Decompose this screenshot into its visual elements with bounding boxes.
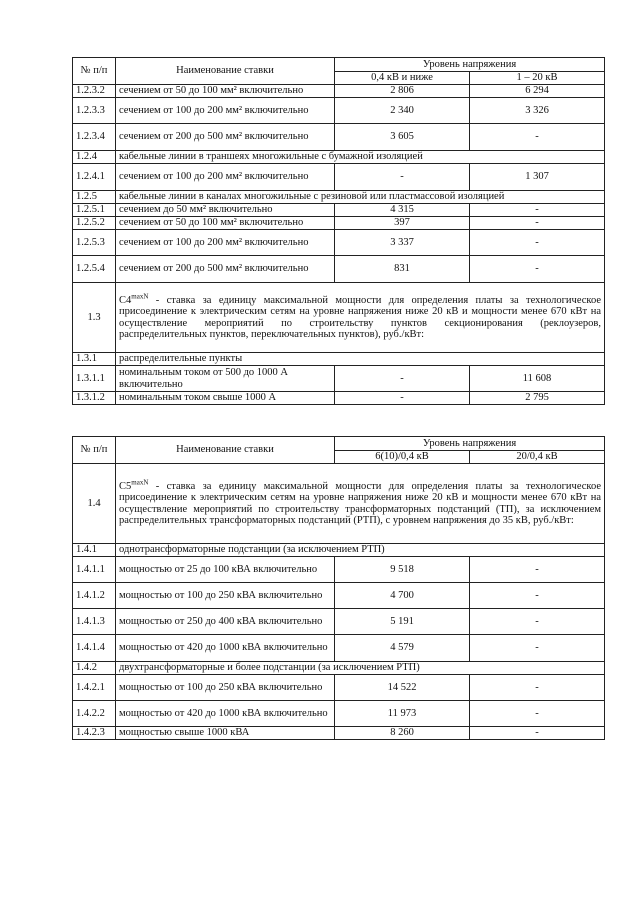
- header-col-b: 1 – 20 кВ: [470, 72, 605, 85]
- row-num: 1.4.1.2: [73, 583, 116, 609]
- table-row: [73, 230, 605, 256]
- row-num: 1.4.2: [73, 662, 116, 675]
- table-row: [73, 256, 605, 283]
- header-col-b: 20/0,4 кВ: [470, 451, 605, 464]
- table-row: [73, 727, 605, 740]
- row-value-b: 3 326: [470, 98, 605, 124]
- row-value-b: -: [470, 635, 605, 662]
- row-name: сечением от 50 до 100 мм² включительно: [116, 217, 335, 230]
- table-row: [73, 635, 605, 662]
- table-row: [73, 557, 605, 583]
- row-num: 1.2.5.1: [73, 204, 116, 217]
- table-row: [73, 217, 605, 230]
- rate-description: [116, 464, 605, 544]
- table-row: [73, 204, 605, 217]
- row-num: 1.4.2.2: [73, 701, 116, 727]
- row-num: 1.3.1: [73, 353, 116, 366]
- row-value-a: -: [335, 366, 470, 392]
- row-name: мощностью от 420 до 1000 кВА включительно: [116, 701, 335, 727]
- row-num: 1.4.1: [73, 544, 116, 557]
- row-value-b: 2 795: [470, 392, 605, 405]
- table-row: [73, 392, 605, 405]
- row-value-b: 1 307: [470, 164, 605, 191]
- row-name: номинальным током от 500 до 1000 А включительно: [116, 366, 335, 392]
- row-name: мощностью от 420 до 1000 кВА включительно: [116, 635, 335, 662]
- rate-description-text: - ставка за единицу максимальной мощности для определения платы за технологическое присоединение к электрическим сетям на уровне напряжения ниже 20 кВ и мощности менее 670 кВт на осуществление мероприятий по строительству трансформаторных подстанций (ТП), за исключением распределительных трансформаторных подстанций (РТП), с уровнем напряжения до 35 кВ, руб./кВт:: [119, 480, 602, 526]
- row-value-a: 4 315: [335, 204, 470, 217]
- table-row: [73, 544, 605, 557]
- table-row: [73, 164, 605, 191]
- row-num: 1.2.3.4: [73, 124, 116, 151]
- table-row: [73, 151, 605, 164]
- row-value-b: 11 608: [470, 366, 605, 392]
- row-num: 1.2.3.2: [73, 85, 116, 98]
- row-num: 1.4.1.3: [73, 609, 116, 635]
- table-row: [73, 124, 605, 151]
- row-name: номинальным током свыше 1000 А: [116, 392, 335, 405]
- row-name: мощностью свыше 1000 кВА: [116, 727, 335, 740]
- row-num: 1.2.5.3: [73, 230, 116, 256]
- row-num: 1.2.3.3: [73, 98, 116, 124]
- rate-symbol: C5: [119, 480, 132, 492]
- table-row: [73, 464, 605, 544]
- table-row: [73, 583, 605, 609]
- rate-symbol: C4: [119, 294, 132, 306]
- row-value-b: -: [470, 727, 605, 740]
- row-section-name: распределительные пункты: [116, 353, 605, 366]
- header-name: Наименование ставки: [116, 58, 335, 85]
- row-num: 1.2.4.1: [73, 164, 116, 191]
- row-num: 1.2.4: [73, 151, 116, 164]
- row-name: мощностью от 100 до 250 кВА включительно: [116, 675, 335, 701]
- row-value-b: 6 294: [470, 85, 605, 98]
- table-row: [73, 701, 605, 727]
- row-name: мощностью от 100 до 250 кВА включительно: [116, 583, 335, 609]
- row-num: 1.4: [73, 464, 116, 544]
- header-col-a: 0,4 кВ и ниже: [335, 72, 470, 85]
- row-name: сечением от 200 до 500 мм² включительно: [116, 256, 335, 283]
- row-value-a: 9 518: [335, 557, 470, 583]
- row-value-a: 3 605: [335, 124, 470, 151]
- row-value-a: 8 260: [335, 727, 470, 740]
- row-name: мощностью от 250 до 400 кВА включительно: [116, 609, 335, 635]
- row-value-b: -: [470, 675, 605, 701]
- table-row: [73, 609, 605, 635]
- rate-symbol-sup: maxN: [131, 478, 149, 486]
- row-value-b: -: [470, 557, 605, 583]
- row-value-b: -: [470, 217, 605, 230]
- row-section-name: двухтрансформаторные и более подстанции (за исключением РТП): [116, 662, 605, 675]
- row-name: сечением от 100 до 200 мм² включительно: [116, 164, 335, 191]
- row-num: 1.4.2.3: [73, 727, 116, 740]
- row-num: 1.2.5.4: [73, 256, 116, 283]
- row-section-name: кабельные линии в каналах многожильные с резиновой или пластмассовой изоляцией: [116, 191, 605, 204]
- table-row: [73, 98, 605, 124]
- table-row: [73, 662, 605, 675]
- row-section-name: однотрансформаторные подстанции (за исключением РТП): [116, 544, 605, 557]
- rates-table-1: [72, 57, 605, 405]
- row-value-a: -: [335, 164, 470, 191]
- row-value-b: -: [470, 583, 605, 609]
- row-value-a: 831: [335, 256, 470, 283]
- row-num: 1.3.1.1: [73, 366, 116, 392]
- row-num: 1.4.1.4: [73, 635, 116, 662]
- header-voltage-level: Уровень напряжения: [335, 437, 605, 451]
- row-name: сечением от 200 до 500 мм² включительно: [116, 124, 335, 151]
- row-name: сечением до 50 мм² включительно: [116, 204, 335, 217]
- table-row: [73, 353, 605, 366]
- rates-table-2: [72, 436, 605, 740]
- row-num: 1.3.1.2: [73, 392, 116, 405]
- header-col-a: 6(10)/0,4 кВ: [335, 451, 470, 464]
- row-value-a: 11 973: [335, 701, 470, 727]
- row-value-a: 4 700: [335, 583, 470, 609]
- header-name: Наименование ставки: [116, 437, 335, 464]
- header-voltage-level: Уровень напряжения: [335, 58, 605, 72]
- row-section-name: кабельные линии в траншеях многожильные с бумажной изоляцией: [116, 151, 605, 164]
- row-value-b: -: [470, 230, 605, 256]
- row-num: 1.4.1.1: [73, 557, 116, 583]
- table-row: [73, 283, 605, 353]
- row-value-a: 397: [335, 217, 470, 230]
- header-num: № п/п: [73, 58, 116, 85]
- table-row: [73, 366, 605, 392]
- row-value-b: -: [470, 256, 605, 283]
- row-num: 1.3: [73, 283, 116, 353]
- rate-description: [116, 283, 605, 353]
- row-num: 1.2.5.2: [73, 217, 116, 230]
- table-row: [73, 191, 605, 204]
- row-num: 1.4.2.1: [73, 675, 116, 701]
- row-value-b: -: [470, 204, 605, 217]
- row-value-a: -: [335, 392, 470, 405]
- row-value-a: 3 337: [335, 230, 470, 256]
- row-value-a: 2 806: [335, 85, 470, 98]
- row-name: мощностью от 25 до 100 кВА включительно: [116, 557, 335, 583]
- row-name: сечением от 50 до 100 мм² включительно: [116, 85, 335, 98]
- row-name: сечением от 100 до 200 мм² включительно: [116, 230, 335, 256]
- row-value-a: 14 522: [335, 675, 470, 701]
- header-num: № п/п: [73, 437, 116, 464]
- row-name: сечением от 100 до 200 мм² включительно: [116, 98, 335, 124]
- row-num: 1.2.5: [73, 191, 116, 204]
- row-value-a: 4 579: [335, 635, 470, 662]
- rate-description-text: - ставка за единицу максимальной мощности для определения платы за технологическое присоединение к электрическим сетям на уровне напряжения ниже 20 кВ и мощности менее 670 кВт на осуществление мероприятий по строительству пунктов секционирования (реклоузеров, распределительных пунктов, переключательных пунктов), руб./кВт:: [119, 294, 602, 340]
- row-value-b: -: [470, 609, 605, 635]
- table-row: [73, 675, 605, 701]
- table-row: [73, 85, 605, 98]
- row-value-b: -: [470, 124, 605, 151]
- row-value-a: 2 340: [335, 98, 470, 124]
- row-value-b: -: [470, 701, 605, 727]
- rate-symbol-sup: maxN: [131, 292, 149, 300]
- row-value-a: 5 191: [335, 609, 470, 635]
